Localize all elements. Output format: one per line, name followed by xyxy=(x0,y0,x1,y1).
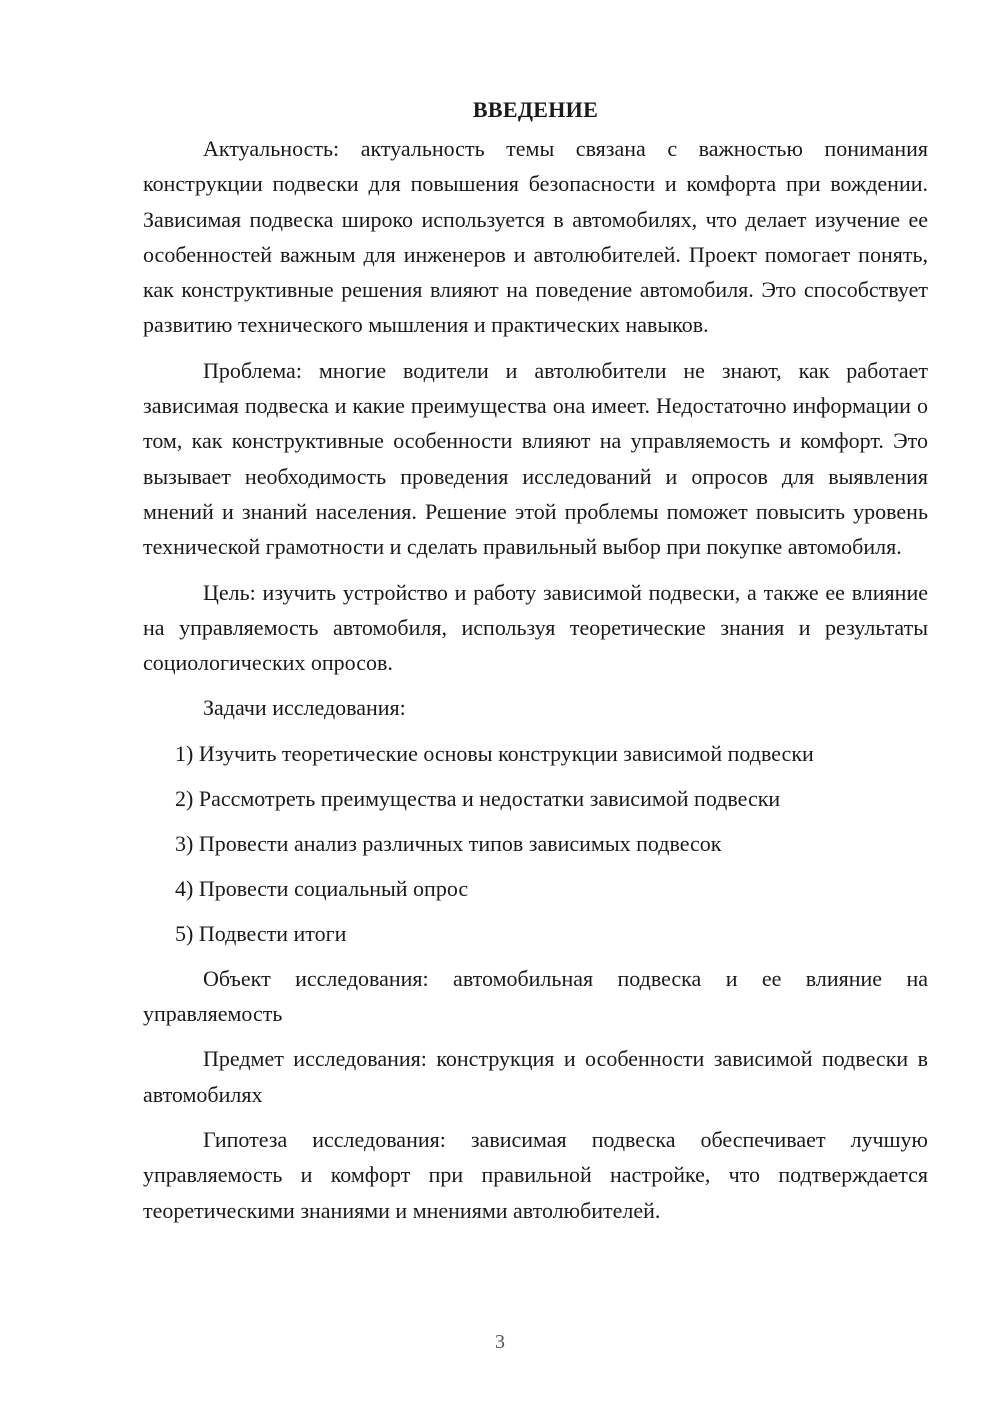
paragraph-hypothesis: Гипотеза исследования: зависимая подвеска обеспечивает лучшую управляемость и комфорт при правильной настройке, что подтверждается теоретическими знаниями и мнениями автолюбителей. xyxy=(143,1126,928,1223)
list-item-text: Провести социальный опрос xyxy=(198,875,469,901)
list-item xyxy=(143,871,928,906)
paragraph-subject: Предмет исследования: конструкция и особенности зависимой подвески в автомобилях xyxy=(143,1046,928,1107)
list-item-number: 5) xyxy=(175,920,194,946)
tasks-heading: Задачи исследования: xyxy=(203,695,406,721)
list-item xyxy=(143,916,928,951)
page-title: ВВЕДЕНИЕ xyxy=(472,97,599,122)
list-item-number: 4) xyxy=(175,875,194,901)
list-item-number: 1) xyxy=(175,740,194,766)
tasks-list xyxy=(143,736,928,951)
paragraph-problem: Проблема: многие водители и автолюбители не знают, как работает зависимая подвеска и какие преимущества она имеет. Недостаточно информации о том, как конструктивные особенности влияют на управляемость и комфорт. Это вызывает необходимость проведения исследований и опросов для выявления мнений и знаний населения. Решение этой проблемы поможет повысить уровень технической грамотности и сделать правильный выбор при покупке автомобиля. xyxy=(143,357,928,560)
list-item-number: 3) xyxy=(175,830,194,856)
list-item-text: Рассмотреть преимущества и недостатки зависимой подвески xyxy=(198,785,781,811)
paragraph-goal: Цель: изучить устройство и работу зависимой подвески, а также ее влияние на управляемость автомобиля, используя теоретические знания и результаты социологических опросов. xyxy=(143,579,928,676)
list-item-text: Провести анализ различных типов зависимых подвесок xyxy=(198,830,722,856)
page-number: 3 xyxy=(495,1331,505,1353)
paragraph-object: Объект исследования: автомобильная подвеска и ее влияние на управляемость xyxy=(143,965,928,1027)
list-item xyxy=(143,781,928,816)
paragraph-relevance: Актуальность: актуальность темы связана с важностью понимания конструкции подвески для повышения безопасности и комфорта при вождении. Зависимая подвеска широко используется в автомобилях, что делает изучение ее особенностей важным для инженеров и автолюбителей. Проект помогает понять, как конструктивные решения влияют на поведение автомобиля. Это способствует развитию технического мышления и практических навыков. xyxy=(143,136,928,338)
list-item xyxy=(143,826,928,861)
list-item xyxy=(143,736,928,771)
list-item-text: Изучить теоретические основы конструкции зависимой подвески xyxy=(198,740,814,766)
list-item-text: Подвести итоги xyxy=(198,920,347,946)
list-item-number: 2) xyxy=(175,785,194,811)
document-page xyxy=(143,92,928,1238)
